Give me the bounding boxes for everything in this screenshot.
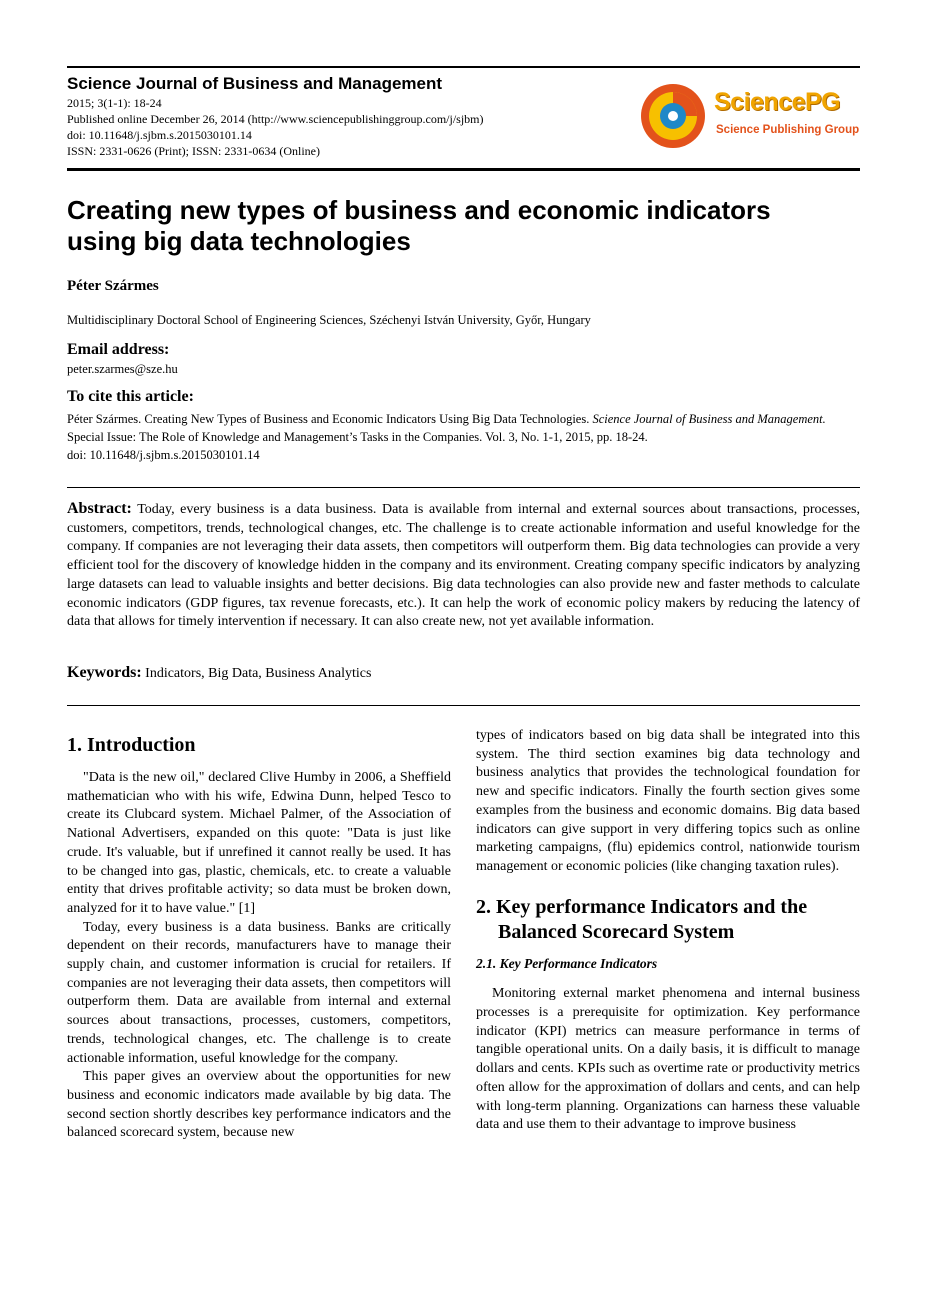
article-title (67, 195, 847, 257)
email-address[interactable]: peter.szarmes@sze.hu (67, 362, 178, 376)
keywords (67, 664, 860, 682)
citation-text: Péter Szármes. Creating New Types of Business and Economic Indicators Using Big Data Technologies. (67, 412, 593, 426)
subsection-2-1-heading: 2.1. Key Performance Indicators (476, 955, 658, 971)
keywords-text: Indicators, Big Data, Business Analytics (141, 666, 372, 681)
kpi-paragraph-1: Monitoring external market phenomena and internal business processes is a prerequisite for optimization. Key performance indicator (KPI) metrics can measure performance in terms of tangible operational units. On a daily basis, it is difficult to manage dollars and cents. KPIs such as overtime rate or productivity metrics often allow for the approximation of dollars and cents, and can help with long-term planning. Organizations can harness these valuable data and use them to their advantage to improve business (476, 986, 860, 1133)
intro-paragraph-2: Today, every business is a data business. Banks are critically dependent on their records, manufacturers have to manage their supply chain, and customer information is crucial for retailers. If companies are not leveraging their data assets, then competitors will outperform them. Data are available from internal and external sources about transactions, processes, customers, competitors, trends, technological changes, etc. The challenge is to create actionable information, useful knowledge for the company. (67, 919, 451, 1066)
cite-heading: To cite this article: (67, 388, 194, 405)
article-title-line2: using big data technologies (67, 226, 411, 256)
article-title-line1: Creating new types of business and economic indicators (67, 195, 771, 225)
section-2-heading-line1: 2. Key performance Indicators and the (476, 895, 808, 918)
citation (67, 410, 860, 464)
author-name: Péter Szármes (67, 278, 159, 294)
citation-doi: doi: 10.11648/j.sjbm.s.2015030101.14 (67, 448, 260, 462)
issn-line: ISSN: 2331-0626 (Print); ISSN: 2331-0634 (Online) (67, 144, 320, 158)
logo-text: SciencePG (714, 88, 841, 116)
abstract-top-rule (67, 487, 860, 488)
abstract-text: Today, every business is a data business. Data is available from internal and external sources about transactions, processes, customers, competitors, trends, technological changes, etc. The challenge is to create actionable information and useful knowledge for the company. If companies are not leveraging their data assets, then competitors will outperform them. Big data technologies can provide a very efficient tool for the discovery of knowledge hidden in the company and its environment. Creating company specific indicators by analyzing large datasets can lead to valuable insights and better decisions. Big data technologies can also provide new and faster methods to calculate economic indicators (GDP figures, tax revenue forecasts, etc.). It can help the work of economic policy makers by reducing the latency of data that allows for timely intervention if necessary. It can also create new, not yet available information. (67, 502, 860, 630)
citation-journal: Science Journal of Business and Management. (592, 412, 826, 426)
affiliation: Multidisciplinary Doctoral School of Engineering Sciences, Széchenyi István University, Győr, Hungary (67, 313, 591, 327)
journal-volume: 2015; 3(1-1): 18-24 (67, 96, 162, 110)
intro-paragraph-3: This paper gives an overview about the opportunities for new business and economic indicators made available by big data. The second section shortly describes key performance indicators and the balanced scorecard system, because new (67, 1069, 451, 1141)
logo-subtitle: Science Publishing Group (716, 124, 860, 136)
abstract (67, 500, 860, 632)
header-rule (67, 168, 860, 171)
journal-title: Science Journal of Business and Management (67, 74, 443, 93)
right-column (476, 727, 860, 1135)
right-paragraph-0: types of indicators based on big data shall be integrated into this system. The third section examines big data technology and business analytics that provides the technological foundation for new and specific indicators. Finally the fourth section gives some examples from the business and economic domains. Big data based indicators can give support in very differing topics such as online marketing campaigns, (flu) epidemics control, nationwide tourism management or economic policies (like changing taxation rules). (476, 728, 860, 874)
section-1-heading: 1. Introduction (67, 734, 196, 756)
intro-paragraph-1: "Data is the new oil," declared Clive Humby in 2006, a Sheffield mathematician who with his wife, Edwina Dunn, helped Tesco to create its Clubcard system. Michael Palmer, of the Association of National Advertisers, expanded on this quote: "Data is just like crude. It's valuable, but if unrefined it cannot really be used. It has to be changed into gas, plastic, chemicals, etc. to create a valuable entity that drives profitable activity; so data must be broken down, analyzed for it to have value." [1] (67, 770, 451, 916)
keywords-label: Keywords: (67, 664, 142, 681)
left-column (67, 733, 451, 1143)
abstract-bottom-rule (67, 705, 860, 706)
section-2-heading-line2: Balanced Scorecard System (498, 920, 735, 943)
abstract-label: Abstract: (67, 500, 132, 517)
top-rule (67, 66, 860, 68)
published-line[interactable]: Published online December 26, 2014 (http://www.sciencepublishinggroup.com/j/sjbm) (67, 112, 484, 126)
email-heading: Email address: (67, 341, 170, 358)
header-doi: doi: 10.11648/j.sjbm.s.2015030101.14 (67, 128, 252, 142)
sciencepg-logo-icon (637, 82, 709, 150)
citation-rest: Special Issue: The Role of Knowledge and Management’s Tasks in the Companies. Vol. 3, No. 1-1, 2015, pp. 18-24. (67, 430, 648, 444)
section-2-heading (476, 895, 860, 945)
